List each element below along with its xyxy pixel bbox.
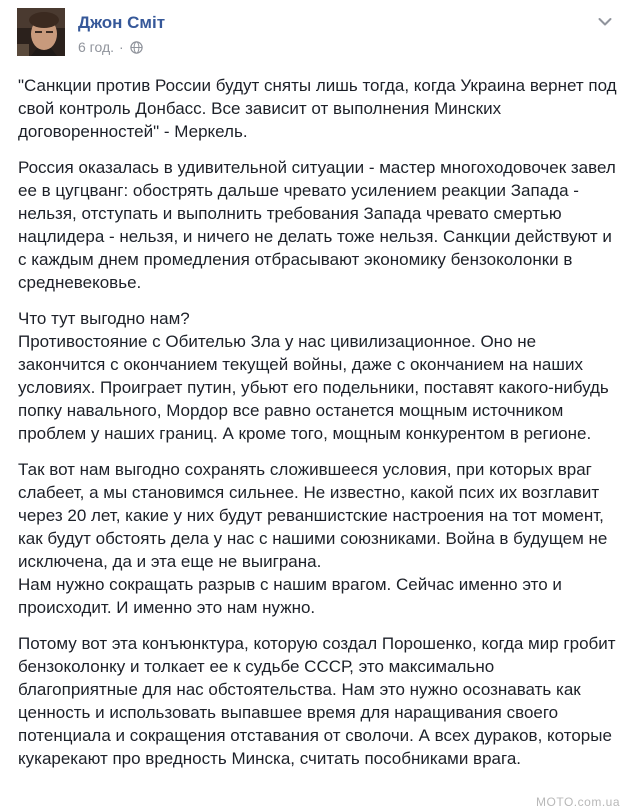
post-time[interactable]: 6 год. — [78, 39, 115, 55]
avatar-photo — [17, 8, 65, 56]
avatar[interactable] — [17, 8, 65, 56]
post-text — [18, 74, 618, 783]
paragraph-5: Потому вот эта конъюнктура, которую создал Порошенко, когда мир гробит бензоколонку и толкает ее к судьбе СССР, это максимально благоприятные для нас обстоятельства. Нам это нужно осознавать как ценность и использовать выпавшее время для наращивания своего потенциала и сокращения отставания от сволочи. А всех дураков, которые кукарекают про вредность Минска, считать пособниками врага. — [18, 634, 616, 768]
meta-separator: · — [119, 39, 124, 55]
globe-icon[interactable] — [130, 41, 143, 54]
paragraph-1: "Санкции против России будут сняты лишь тогда, когда Украина вернет под свой контроль Донбасс. Все зависит от выполнения Минских договоренностей" - Меркель. — [18, 76, 617, 141]
paragraph-2: Россия оказалась в удивительной ситуации - мастер многоходовочек завел ее в цугцванг: обострять дальше чревато усилением реакции Запада - нельзя, отступать и выполнить требования Запада чревато смертью нацлидера - нельзя, и ничего не делать тоже нельзя. Санкции действуют и с каждым днем промедления отбрасывают экономику бензоколонки в средневековье. — [18, 158, 616, 292]
watermark: MOTO.com.ua — [536, 795, 620, 809]
chevron-down-icon[interactable] — [598, 14, 612, 24]
author-name[interactable]: Джон Сміт — [78, 13, 166, 32]
paragraph-4: Так вот нам выгодно сохранять сложившееся условия, при которых враг слабеет, а мы становимся сильнее. Не известно, какой псих их возглавит через 20 лет, какие у них будут реваншистские настроения на тот момент, как будут обстоять дела у нас с нашими союзниками. Война в будущем не исключена, да и эта еще не выиграна. Нам нужно сокращать разрыв с нашим врагом. Сейчас именно это и происходит. И именно это нам нужно. — [18, 460, 608, 617]
paragraph-3: Что тут выгодно нам? Противостояние с Обителью Зла у нас цивилизационное. Оно не закончится с окончанием текущей войны, даже с окончанием на наших условиях. Проиграет путин, убьют его подельники, поставят какого-нибудь попку навального, Мордор все равно останется мощным источником проблем у наших границ. А кроме того, мощным конкурентом в регионе. — [18, 309, 609, 443]
post-meta — [78, 39, 143, 55]
